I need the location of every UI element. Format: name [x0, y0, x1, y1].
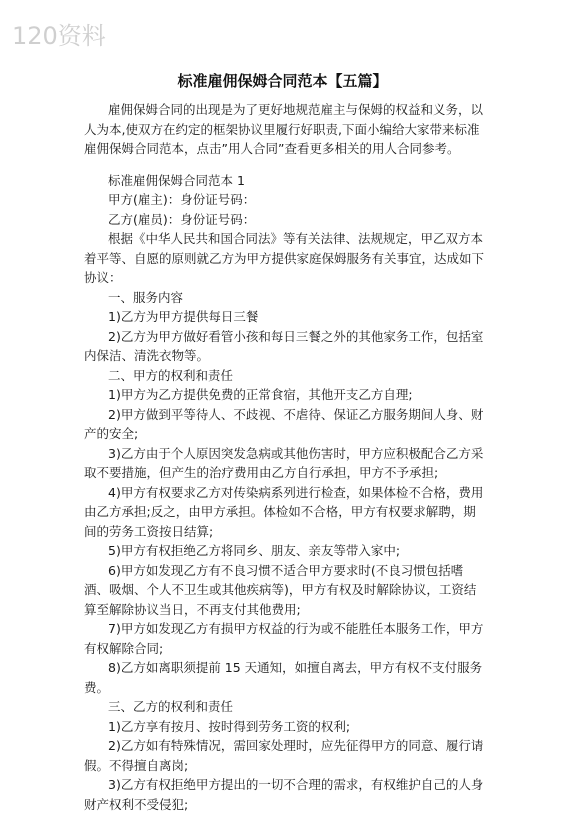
- section-2-title: 二、甲方的权利和责任: [108, 367, 234, 383]
- section-2-item: 7)甲方如发现乙方有损甲方权益的行为或不能胜任本服务工作，甲方有权解除合同;: [84, 621, 484, 656]
- section-3-item: 2)乙方如有特殊情况，需回家处理时，应先征得甲方的同意、履行请假。不得擅自离岗;: [84, 738, 484, 773]
- section-3-title: 三、乙方的权利和责任: [108, 699, 234, 714]
- section-1-item: 2)乙方为甲方做好看管小孩和每日三餐之外的其他家务工作，包括室内保洁、清洗衣物等。: [84, 328, 484, 363]
- section-2-item: 5)甲方有权拒绝乙方将同乡、朋友、亲友等带入家中;: [108, 543, 401, 558]
- preamble-paragraph: 根据《中华人民共和国合同法》等有关法律、法规规定，甲乙双方本着平等、自愿的原则就乙方为甲方提供家庭保姆服务有关事宜，达成如下协议：: [84, 231, 485, 285]
- section-2-item: 3)乙方由于个人原因突发急病或其他伤害时，甲方应积极配合乙方采取不要措施，但产生的治疗费用由乙方自行承担，甲方不予承担;: [84, 445, 484, 480]
- intro-paragraph: 雇佣保姆合同的出现是为了更好地规范雇主与保姆的权益和义务，以人为本,使双方在约定的框架协议里履行好职责,下面小编给大家带来标准雇佣保姆合同范本，点击”用人合同”查看更多相关的用人合同参考。: [84, 102, 484, 156]
- party-a-line: 甲方(雇主)：身份证号码：: [108, 192, 256, 207]
- contract-heading: 标准雇佣保姆合同范本 1: [108, 172, 245, 188]
- party-b-line: 乙方(雇员)：身份证号码：: [108, 211, 256, 227]
- section-3-item: 1)乙方享有按月、按时得到劳务工资的权利;: [108, 718, 351, 734]
- watermark: 120资料: [12, 22, 106, 50]
- document-title: 标准雇佣保姆合同范本【五篇】: [177, 72, 388, 90]
- section-2-item: 6)甲方如发现乙方有不良习惯不适合甲方要求时(不良习惯包括嗜酒、吸烟、个人不卫生或其他疾病等)，甲方有权及时解除协议，工资结算至解除协议当日，不再支付其他费用;: [84, 562, 477, 617]
- section-2-item: 1)甲方为乙方提供免费的正常食宿，其他开支乙方自理;: [108, 387, 413, 402]
- section-3-item: 3)乙方有权拒绝甲方提出的一切不合理的需求，有权维护自己的人身财产权利不受侵犯;: [84, 777, 484, 812]
- section-1-title: 一、服务内容: [108, 289, 184, 305]
- document-body: [84, 100, 484, 814]
- section-2-item: 2)甲方做到平等待人、不歧视、不虐待、保证乙方服务期间人身、财产的安全;: [84, 406, 484, 441]
- section-2-item: 4)甲方有权要求乙方对传染病系列进行检查，如果体检不合格，费用由乙方承担;反之，由甲方承担。体检如不合格，甲方有权要求解聘，期间的劳务工资按日结算;: [84, 484, 484, 539]
- section-1-item: 1)乙方为甲方提供每日三餐: [108, 309, 259, 324]
- section-2-item: 8)乙方如离职须提前 15 天通知，如擅自离去，甲方有权不支付服务费。: [84, 660, 483, 695]
